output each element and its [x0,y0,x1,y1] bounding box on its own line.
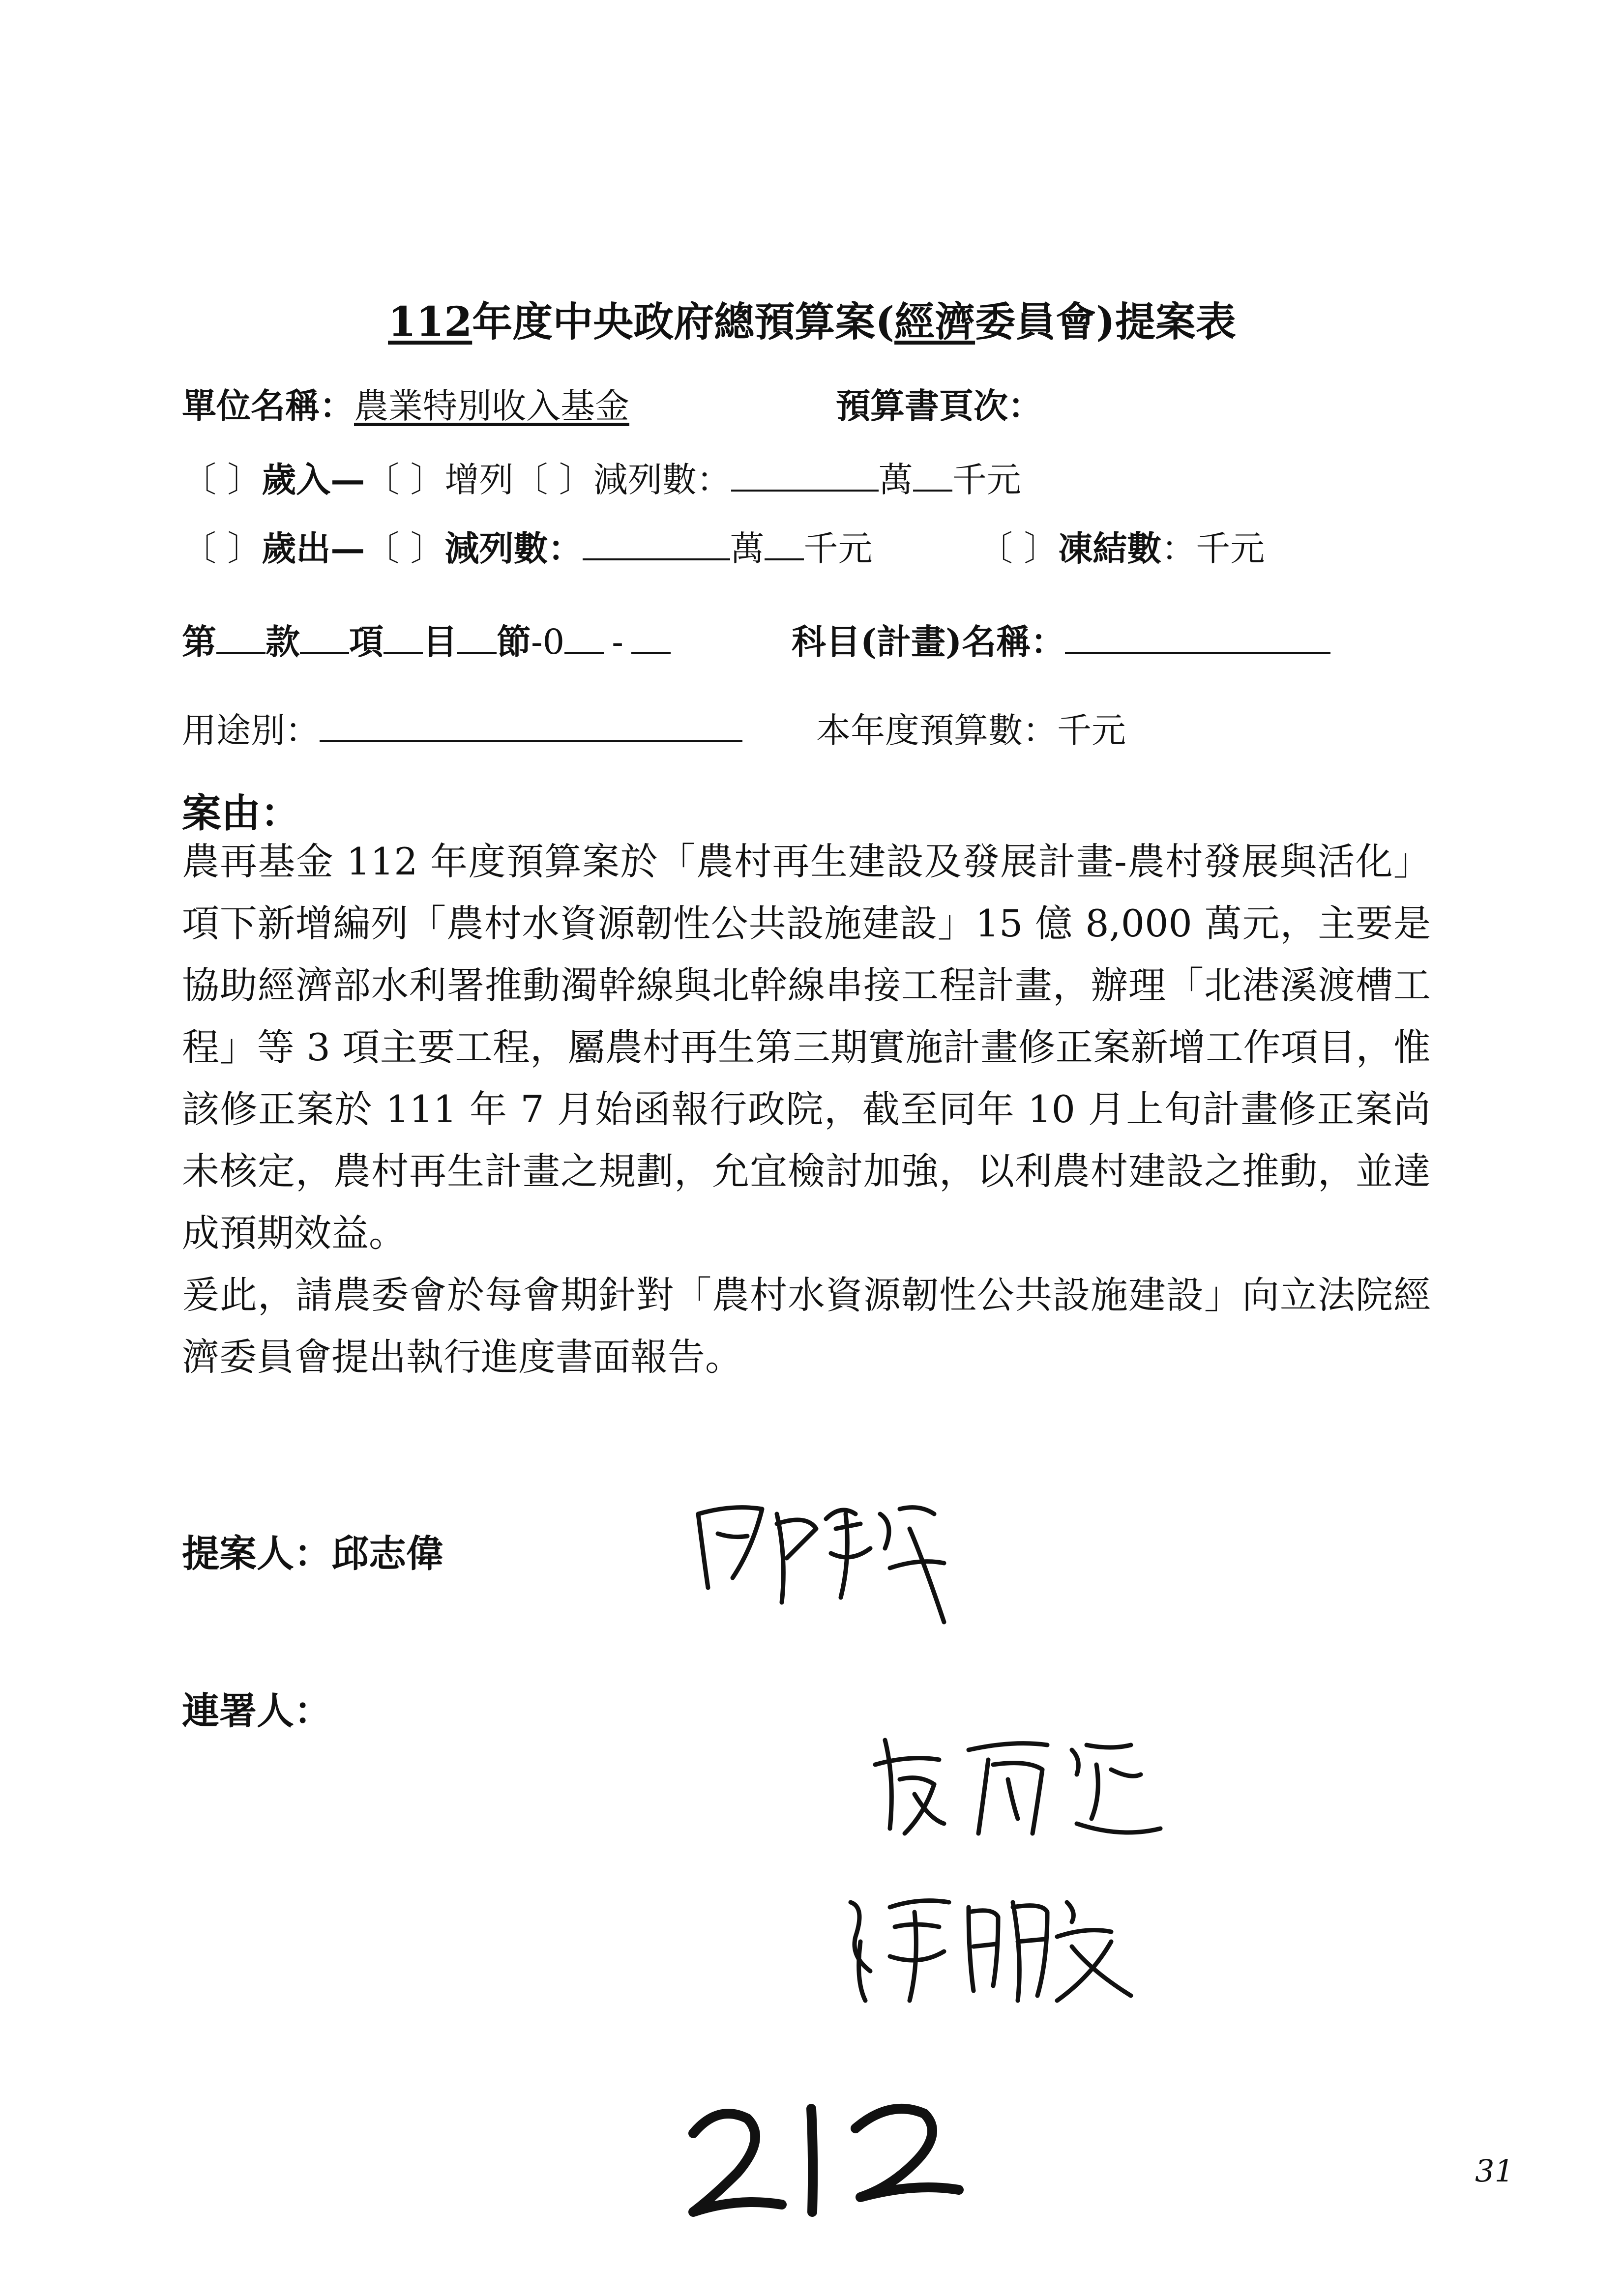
increase-label: 增列 [444,460,514,500]
jie-blank-2 [631,621,671,654]
usage-blank [320,710,742,742]
revenue-qian: 千元 [952,460,1021,500]
revenue-checkbox: 〔 〕 [182,460,262,500]
expenditure-wan: 萬 [730,528,765,569]
jie-label: 節 [497,621,531,662]
cosigner-signature-1 [865,1720,1170,1853]
usage-row [182,703,742,753]
freeze-value: ：千元 [1161,528,1265,569]
subject-row [792,614,1330,664]
unit-row [182,378,629,428]
expenditure-checkbox: 〔 〕 [182,528,262,569]
decrease-checkbox: 〔 〕 [513,460,593,500]
revenue-wan-blank [913,459,952,492]
unit-label: 單位名稱： [182,385,354,426]
proposer-row [182,1524,443,1577]
jie-blank-1 [564,621,604,654]
case-heading: 案由： [182,790,300,836]
freeze-checkbox: 〔 〕 [978,528,1059,569]
expenditure-decrease-checkbox: 〔 〕 [365,528,445,569]
mu-label: 目 [423,621,457,662]
document-title [0,290,1624,348]
unit-value: 農業特別收入基金 [354,386,629,426]
expenditure-row [182,521,873,571]
classification-row [182,614,671,664]
jie-code: -0 [531,622,565,662]
increase-checkbox: 〔 〕 [365,460,445,500]
page-number: 31 [1475,2153,1514,2189]
cosigner-signature-2 [836,1883,1141,2010]
current-budget-label: 本年度預算數：千元 [816,710,1126,751]
title-part1: 年度中央政府總預算案( [472,298,895,346]
case-paragraph-2: 爰此，請農委會於每會期針對「農村水資源韌性公共設施建設」向立法院經濟委員會提出執行進度書面報告。 [182,1273,1431,1379]
case-paragraph-1: 農再基金 112 年度預算案於「農村再生建設及發展計畫-農村發展與活化」項下新增編列「農村水資源韌性公共設施建設」15 億 8,000 萬元，主要是協助經濟部水利署推動濁幹線與北幹線串接工程計畫，辦理「北港溪渡槽工程」等 3 項主要工程，屬農村再生第三期實施計畫修正案新增工作項目，惟該修正案於 111 年 7 月始函報行政院，截至同年 10 月上旬計畫修正案尚未核定，農村再生計畫之規劃，允宜檢討加強，以利農村建設之推動，並達成預期效益。 [182,840,1431,1255]
case-body [182,831,1431,1388]
handwritten-number [683,2094,1008,2222]
freeze-row [978,521,1265,571]
revenue-decrease-label: 減列數： [593,460,731,500]
budget-page-label: 預算書頁次： [836,385,1042,426]
kuan-blank [300,621,349,654]
di-blank [216,621,266,654]
revenue-amount-blank [731,459,879,492]
mu-blank [457,621,497,654]
title-year: 112 [388,298,472,346]
revenue-row [182,452,1021,502]
expenditure-wan-blank [765,528,804,560]
subject-label: 科目(計畫)名稱： [792,621,1065,662]
proposer-signature [688,1484,964,1632]
expenditure-label: 歲出— [262,528,365,569]
kuan-label: 款 [266,621,300,662]
revenue-label: 歲入— [262,459,365,500]
freeze-label: 凍結數 [1058,528,1162,569]
usage-label: 用途別： [182,710,320,751]
expenditure-qian: 千元 [803,528,873,569]
subject-blank [1065,621,1330,654]
xiang-label: 項 [349,621,384,662]
title-part2: 委員會)提案表 [975,298,1236,346]
expenditure-decrease-label: 減列數： [444,528,583,569]
cosigners-label: 連署人： [182,1689,331,1733]
proposer-name: 邱志偉 [331,1532,443,1575]
di-label: 第 [182,621,216,662]
expenditure-amount-blank [583,528,730,560]
jie-dash: - [612,622,623,662]
xiang-blank [384,621,423,654]
proposer-label: 提案人： [182,1532,331,1575]
title-committee: 經濟 [894,298,975,346]
revenue-wan: 萬 [878,460,913,500]
